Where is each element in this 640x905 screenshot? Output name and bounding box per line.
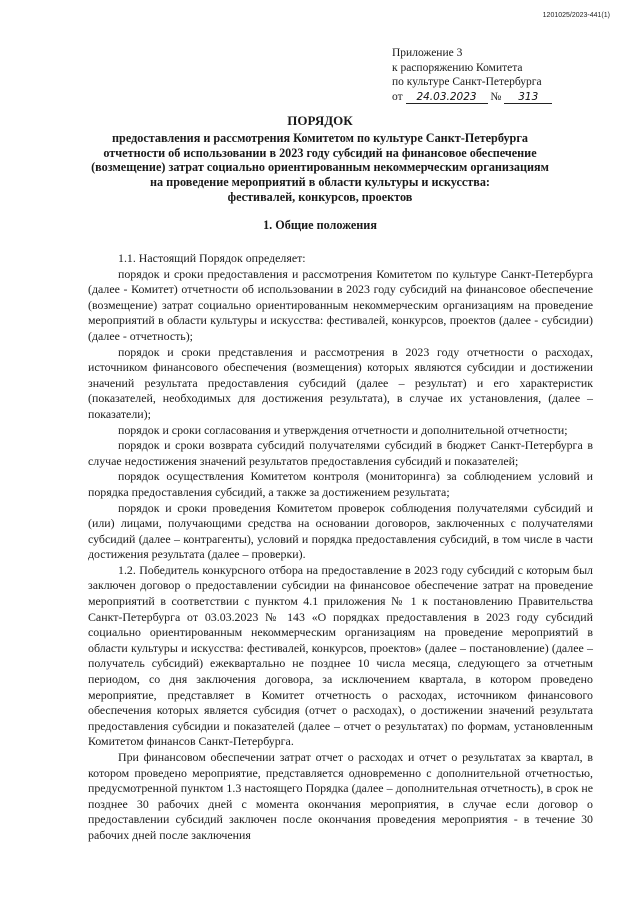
paragraph: порядок и сроки возврата субсидий получателями субсидий в бюджет Санкт-Петербурга в случае недостижения значений результатов предоставления субсидий и показателей; [88,438,593,468]
title-subtitle-line: на проведение мероприятий в области культуры и искусства: [150,175,490,190]
paragraph: 1.2. Победитель конкурсного отбора на предоставление в 2023 году субсидий с которым был заключен договор о предоставлении субсидии на финансовое обеспечение затрат на проведение мероприятий в соответствии с пунктом 4.1 приложения № 1 к постановлению Правительства Санкт-Петербурга от 03.03.2023 № 143 «О порядках предоставления в 2023 году субсидий социально ориентированным некоммерческим организациям на проведение мероприятий в области культуры и искусства: фестивалей, конкурсов, проектов» (далее – постановление) (далее – получатель субсидий) ежеквартально не позднее 10 числа месяца, следующего за отчетным периодом, со дня заключения договора, за исключением квартала, в котором проведено мероприятие, представляет в Комитет отчетность о расходах, источником финансового обеспечения которых является субсидия (отчет о расходах), о достижении значений результата предоставления субсидии и показателей (далее – отчет о результатах) по формам, установленным Комитетом финансов Санкт-Петербурга. [88,562,593,749]
title-subtitle-line: отчетности об использовании в 2023 году субсидий на финансовое обеспечение [103,145,537,160]
paragraph: порядок осуществления Комитетом контроля (мониторинга) за соблюдением условий и порядка предоставления субсидий, а также за достижением результата; [88,469,593,499]
order-date: 24.03.2023 [406,91,488,104]
title-subtitle-line: (возмещение) затрат социально ориентированным некоммерческим организациям [91,160,549,175]
number-label: № [490,90,502,103]
appendix-line-2: к распоряжению Комитета [392,61,523,74]
title-subtitle-line: фестивалей, конкурсов, проектов [227,189,413,204]
paragraph: порядок и сроки согласования и утверждения отчетности и дополнительной отчетности; [118,422,568,437]
appendix-block [392,46,622,104]
paragraph: порядок и сроки предоставления и рассмотрения Комитетом по культуре Санкт-Петербурга (далее - Комитет) отчетности об использовании в 2023 году субсидий на финансовое обеспечение (возмещение) затрат социально ориентированным некоммерческим организациям на проведение мероприятий в области культуры и искусства: фестивалей, конкурсов, проектов (далее - субсидии) (далее - отчетность); [88,266,593,343]
paragraph: порядок и сроки проведения Комитетом проверок соблюдения получателями субсидий и (или) лицами, получающими средства на основании договоров, заключенных с получателями субсидий (далее – контрагенты), условий и порядка предоставления субсидий, в том числе в части достижения результата (далее – проверки). [88,500,593,562]
paragraph: 1.1. Настоящий Порядок определяет: [118,251,306,265]
document-id: 1201025/2023-441(1) [542,12,610,19]
from-label: от [392,90,403,103]
appendix-date-line [392,90,622,105]
paragraph: порядок и сроки представления и рассмотрения в 2023 году отчетности о расходах, источником финансового обеспечения (возмещения) которых являются субсидии и достижении значений результата предоставления субсидий (далее – результат) и его характеристик (показателей, необходимых для достижения результата), в случае их установления, (далее – показатели); [88,344,593,421]
section-heading: 1. Общие положения [263,218,377,232]
document-body [88,251,593,844]
paragraph: При финансовом обеспечении затрат отчет о расходах и отчет о результатах за квартал, в котором проведено мероприятие, представляется одновременно с дополнительной отчетностью, предусмотренной пунктом 1.3 настоящего Порядка (далее – дополнительная отчетность), в срок не позднее 30 рабочих дней с момента окончания мероприятия, в случае если договор о предоставлении субсидий заключен после окончания проведения мероприятия - в течение 30 рабочих дней после заключения [88,750,593,842]
order-number: 313 [504,91,552,104]
appendix-line-3: по культуре Санкт-Петербурга [392,76,542,89]
document-title [80,114,560,205]
title-subtitle-line: предоставления и рассмотрения Комитетом по культуре Санкт-Петербурга [112,130,528,145]
appendix-line-1: Приложение 3 [392,47,463,59]
title-heading: ПОРЯДОК [287,113,353,128]
